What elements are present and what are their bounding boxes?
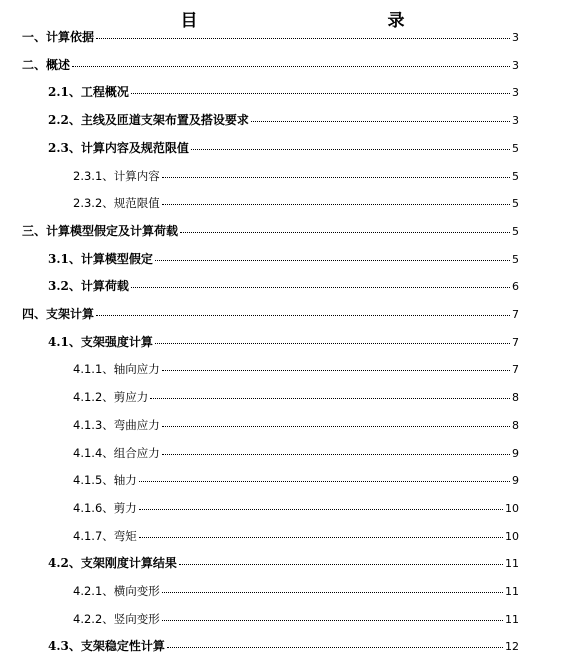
dot-leader: [180, 220, 510, 233]
dot-leader: [150, 386, 510, 399]
toc-entry[interactable]: [73, 499, 519, 517]
toc-entry-page: 9: [512, 474, 519, 488]
dot-leader: [162, 165, 510, 178]
toc-entry-page: 5: [512, 224, 519, 238]
toc-entry-page: 7: [512, 335, 519, 349]
toc-entry-label: 4.1.3、弯曲应力: [73, 417, 160, 432]
toc-entry-page: 3: [512, 31, 519, 44]
toc-entry[interactable]: [73, 527, 519, 545]
toc-entry-page: 11: [505, 557, 519, 571]
toc-entry-label: 4.1.6、剪力: [73, 500, 137, 515]
toc-entry-page: 11: [505, 585, 519, 598]
dot-leader: [96, 26, 510, 39]
toc-entry-page: 10: [505, 529, 519, 543]
toc-entry-label: 四、支架计算: [22, 307, 95, 321]
toc-entry-label: 4.1.5、轴力: [73, 473, 137, 488]
dot-leader: [251, 109, 510, 122]
toc-entry-label: 4.1.1、轴向应力: [73, 362, 160, 377]
toc-entry-label: 2.3.2、规范限值: [73, 196, 160, 211]
toc-entry[interactable]: [22, 305, 519, 323]
toc-entry[interactable]: [73, 416, 519, 434]
dot-leader: [155, 248, 510, 261]
toc-entry-label: 2.1、工程概况: [48, 85, 129, 100]
toc-entry[interactable]: [48, 333, 519, 351]
toc-entry-label: 4.1.7、弯矩: [73, 528, 137, 543]
toc-entry-page: 6: [512, 280, 519, 294]
toc-entry[interactable]: [48, 111, 519, 129]
toc-entry-page: 9: [512, 446, 519, 460]
dot-leader: [162, 358, 510, 371]
toc-entry-page: 8: [512, 391, 519, 405]
dot-leader: [162, 608, 503, 621]
toc-entry-label: 3.1、计算模型假定: [48, 251, 153, 266]
toc-entry[interactable]: [73, 388, 519, 406]
toc-entry-label: 2.3、计算内容及规范限值: [48, 140, 189, 155]
toc-entry-page: 8: [512, 418, 519, 432]
dot-leader: [162, 414, 510, 427]
toc-entry[interactable]: [48, 83, 519, 101]
toc-entry-page: 3: [512, 86, 519, 100]
toc-entry-label: 2.2、主线及匝道支架布置及搭设要求: [48, 113, 249, 128]
dot-leader: [162, 442, 510, 455]
toc-entry-label: 4.2.2、竖向变形: [73, 611, 160, 626]
toc-entry[interactable]: [48, 637, 519, 655]
dot-leader: [155, 331, 510, 344]
toc-entry-page: 11: [505, 612, 519, 626]
dot-leader: [191, 137, 510, 150]
toc-entry[interactable]: [73, 582, 519, 600]
toc-entry-page: 12: [505, 640, 519, 654]
toc-entry-label: 4.2.1、横向变形: [73, 584, 160, 598]
toc-entry[interactable]: [22, 222, 519, 240]
toc-entry-label: 二、概述: [22, 57, 71, 72]
toc-entry-label: 4.2、支架刚度计算结果: [48, 556, 177, 571]
toc-title: 目 录: [180, 11, 457, 31]
dot-leader: [139, 469, 510, 482]
toc-entry-label: 2.3.1、计算内容: [73, 168, 160, 183]
toc-entry-page: 3: [512, 114, 519, 128]
toc-entry-label: 4.1.4、组合应力: [73, 445, 160, 460]
toc-entry[interactable]: [73, 194, 519, 212]
toc-entry[interactable]: [73, 167, 519, 185]
toc-entry-page: 3: [512, 58, 519, 72]
toc-entry[interactable]: [73, 610, 519, 628]
dot-leader: [96, 303, 510, 316]
dot-leader: [139, 525, 503, 538]
toc-entry-page: 5: [512, 197, 519, 211]
dot-leader: [131, 81, 510, 94]
toc-entry-label: 一、计算依据: [22, 30, 95, 44]
dot-leader: [179, 552, 503, 565]
toc-entry-label: 3.2、计算荷载: [48, 279, 129, 294]
toc-entry[interactable]: [48, 139, 519, 157]
dot-leader: [167, 635, 503, 648]
toc-entry[interactable]: [48, 277, 519, 295]
dot-leader: [162, 580, 503, 593]
toc-entry-page: 5: [512, 169, 519, 183]
toc-entry-page: 5: [512, 252, 519, 266]
toc-entry[interactable]: [48, 250, 519, 268]
dot-leader: [139, 497, 503, 510]
toc-entry-page: 7: [512, 363, 519, 377]
toc-entry-page: 7: [512, 308, 519, 321]
toc-entry[interactable]: [22, 56, 519, 74]
toc-entry-label: 4.1.2、剪应力: [73, 390, 149, 405]
toc-entry[interactable]: [73, 471, 519, 489]
toc-entry[interactable]: [73, 444, 519, 462]
toc-entry-page: 10: [505, 501, 519, 515]
toc-entry-page: 5: [512, 141, 519, 155]
toc-entry-label: 三、计算模型假定及计算荷载: [22, 223, 179, 238]
toc-entry-label: 4.3、支架稳定性计算: [48, 639, 165, 654]
dot-leader: [131, 275, 510, 288]
dot-leader: [72, 54, 510, 67]
toc-entry[interactable]: [73, 360, 519, 378]
dot-leader: [162, 192, 510, 205]
toc-entry-label: 4.1、支架强度计算: [48, 334, 153, 349]
toc-entry[interactable]: [48, 554, 519, 572]
toc-entry[interactable]: [22, 28, 519, 46]
